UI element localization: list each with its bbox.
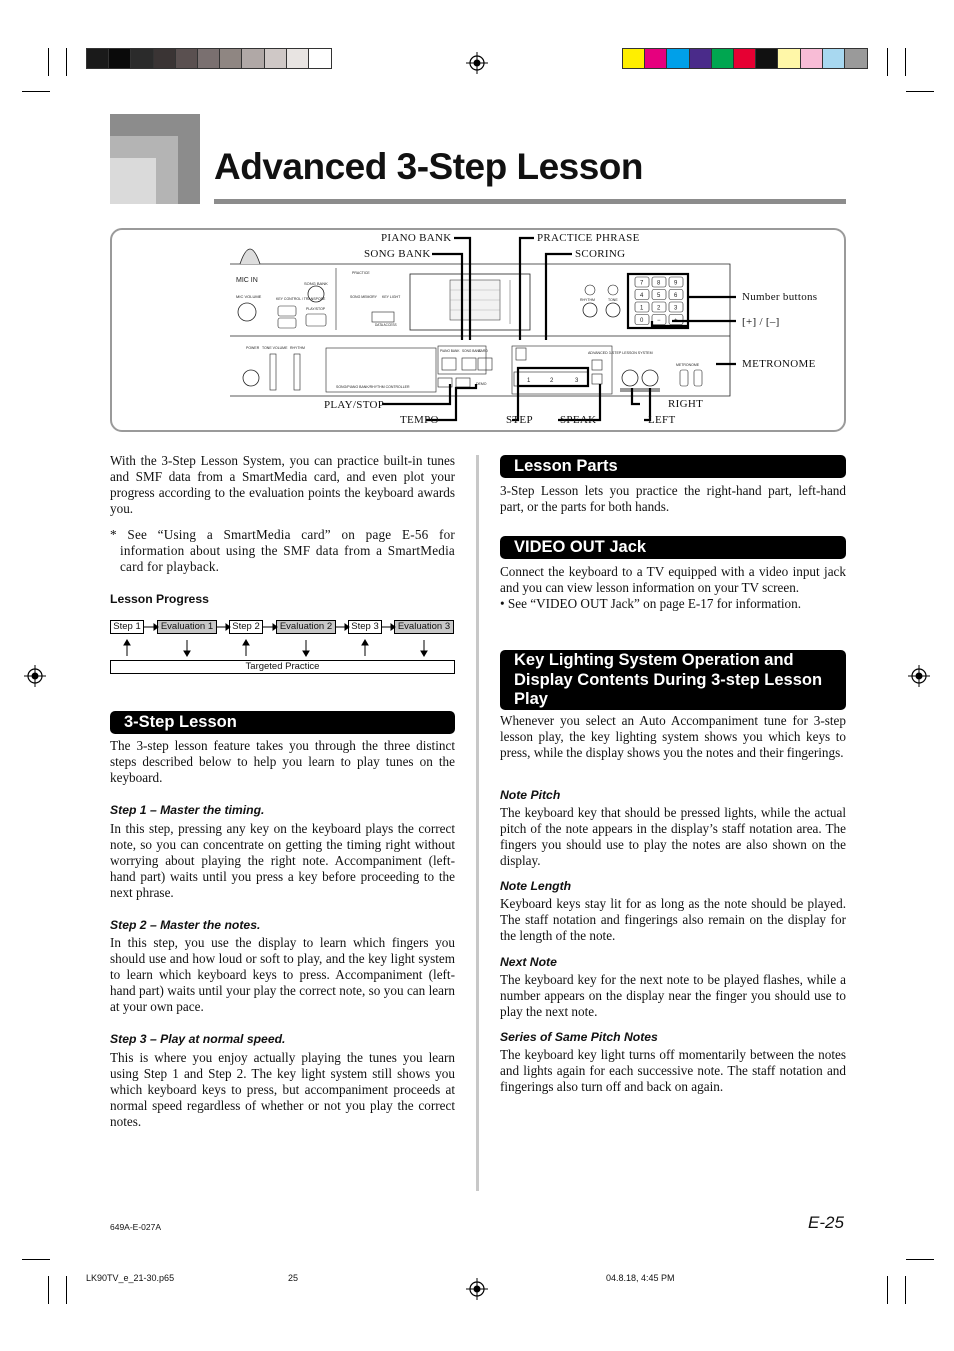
lesson-progress-heading: Lesson Progress — [110, 592, 209, 606]
callout-step: STEP — [506, 414, 533, 426]
progress-arrows — [110, 620, 455, 662]
step-2-text: In this step, you use the display to learn which fingers you should use and how loud or soft to play, and the key light system to learn which keyboard keys to press. Accompaniment (left-hand part) waits until your play the correct note, so you can learn at your own pace. — [110, 935, 455, 1014]
gray-swatch — [176, 49, 198, 68]
callout-song-bank: SONG BANK — [364, 248, 431, 260]
svg-text:DATA ACCESS: DATA ACCESS — [375, 323, 397, 327]
keypad-key-label: 0 — [640, 318, 644, 324]
next-note-text: The keyboard key for the next note to be played flashes, while a number appears on the display near the finger you should use to play the next note. — [500, 972, 846, 1019]
video-out-text: Connect the keyboard to a TV equipped with a video input jack and you can view lesson information on your TV screen. • See “VIDEO OUT Jack” on page E-17 for information. — [500, 564, 846, 611]
color-swatch — [690, 49, 712, 68]
gray-swatch — [131, 49, 153, 68]
color-swatch — [645, 49, 667, 68]
svg-text:SONG BANK: SONG BANK — [304, 281, 328, 286]
progress-step-2: Step 2 — [229, 620, 263, 634]
color-swatch — [623, 49, 645, 68]
key-lighting-intro: Whenever you select an Auto Accompaniment tune for 3-step lesson play, the key lighting system shows you which keys to press, while the display shows you the notes and their fingerings. — [500, 713, 846, 760]
slug-filename: LK90TV_e_21-30.p65 — [86, 1273, 175, 1283]
gray-swatch — [87, 49, 109, 68]
column-divider — [476, 455, 479, 1191]
step-3-text: This is where you enjoy actually playing the tunes you learn using Step 1 and Step 2. The key light system still shows you which keyboard keys to press, but accompaniment proceeds at normal speed regardless of whether or not you play the correct notes. — [110, 1050, 455, 1129]
color-swatch — [712, 49, 734, 68]
callout-scoring: SCORING — [575, 248, 626, 260]
page-title: Advanced 3-Step Lesson — [214, 146, 644, 187]
registration-mark-icon — [466, 52, 488, 74]
svg-text:1: 1 — [527, 378, 531, 384]
keypad-key-label: − — [657, 318, 661, 324]
gray-swatch — [287, 49, 309, 68]
svg-text:PIANO BANK: PIANO BANK — [440, 349, 460, 353]
crop-mark — [905, 48, 906, 76]
callout-right: RIGHT — [668, 398, 704, 410]
callout-play-stop: PLAY/STOP — [324, 399, 385, 411]
svg-text:ADVANCED 3-STEP LESSON SYSTEM: ADVANCED 3-STEP LESSON SYSTEM — [588, 351, 653, 355]
same-pitch-text: The keyboard key light turns off momentarily between the notes and lights again for each successive note. The staff notation and fingerings also turn off and back on again. — [500, 1047, 846, 1094]
svg-text:RHYTHM: RHYTHM — [290, 346, 305, 350]
crop-mark — [22, 91, 50, 92]
svg-text:KEY CONTROL / TRANSPOSE: KEY CONTROL / TRANSPOSE — [276, 297, 326, 301]
keypad-key-label: 1 — [640, 305, 644, 312]
color-swatch — [801, 49, 823, 68]
progress-step-1: Step 1 — [110, 620, 144, 634]
page-number: E-25 — [808, 1213, 844, 1232]
next-note-heading: Next Note — [500, 955, 557, 969]
progress-step-3: Step 3 — [348, 620, 382, 634]
progress-evaluation-1: Evaluation 1 — [157, 620, 217, 634]
color-swatch — [845, 49, 867, 68]
gray-swatch — [198, 49, 220, 68]
svg-text:2: 2 — [550, 378, 554, 384]
callout-number-buttons: Number buttons — [742, 291, 818, 303]
svg-text:PRACTICE: PRACTICE — [352, 271, 370, 275]
svg-text:SONG/PIANO BANK/RHYTHM CONTROL: SONG/PIANO BANK/RHYTHM CONTROLLER — [336, 385, 410, 389]
color-swatch — [778, 49, 800, 68]
step-1-text: In this step, pressing any key on the keyboard plays the correct note, so you can concentrate on getting the timing right without worrying about playing the right note. Accompaniment (left-hand part) waits until you press a key before proceeding to the next phrase. — [110, 821, 455, 900]
svg-text:METRONOME: METRONOME — [676, 363, 700, 367]
gray-swatch — [309, 49, 331, 68]
slug-page: 25 — [288, 1273, 299, 1283]
crop-mark — [66, 1276, 67, 1304]
gray-swatch — [220, 49, 242, 68]
svg-text:POWER: POWER — [246, 346, 260, 350]
gray-swatch — [242, 49, 264, 68]
doc-code: 649A-E-027A — [110, 1222, 162, 1232]
section-heading-3-step-lesson: 3-Step Lesson — [110, 711, 455, 734]
svg-text:MIC VOLUME: MIC VOLUME — [236, 294, 262, 299]
intro-paragraph: With the 3-Step Lesson System, you can practice built-in tunes and SMF data from a SmartMedia card, and even plot your progress according to the evaluation points the keyboard awards you. — [110, 453, 455, 516]
title-rule — [214, 199, 846, 204]
color-swatch — [823, 49, 845, 68]
svg-text:MIC IN: MIC IN — [236, 277, 258, 284]
callout-practice-phrase: PRACTICE PHRASE — [537, 232, 640, 244]
step-3-heading: Step 3 – Play at normal speed. — [110, 1032, 286, 1046]
crop-mark — [906, 1259, 934, 1260]
section-heading-video-out: VIDEO OUT Jack — [500, 536, 846, 559]
svg-text:DEMO: DEMO — [476, 382, 487, 386]
registration-mark-icon — [908, 665, 930, 687]
progress-evaluation-2: Evaluation 2 — [276, 620, 336, 634]
svg-text:TONE: TONE — [608, 298, 618, 302]
crop-mark — [22, 1259, 50, 1260]
callout-left: LEFT — [648, 414, 676, 426]
callout-metronome: METRONOME — [742, 358, 816, 370]
targeted-practice-box: Targeted Practice — [110, 660, 455, 674]
keypad-key-label: 5 — [657, 293, 661, 299]
callout-speak: SPEAK — [560, 414, 597, 426]
crop-mark — [906, 91, 934, 92]
keypad-key-label: 7 — [640, 280, 644, 287]
note-pitch-text: The keyboard key that should be pressed lights, while the actual pitch of the note appears in the display’s staff notation area. The fingers you should use to play the notes are also shown on the display. — [500, 805, 846, 868]
gray-swatch — [265, 49, 287, 68]
crop-mark — [887, 1276, 888, 1304]
step-1-heading: Step 1 – Master the timing. — [110, 803, 265, 817]
keypad-key-label: 9 — [674, 280, 678, 287]
keypad-key-label: 8 — [657, 280, 661, 287]
callout-tempo: TEMPO — [400, 414, 439, 426]
color-calibration-bar — [622, 48, 868, 69]
color-swatch — [756, 49, 778, 68]
note-length-text: Keyboard keys stay lit for as long as the note should be played. The staff notation and fingerings also remain on the display for the length of the note. — [500, 896, 846, 943]
svg-text:TONE VOLUME: TONE VOLUME — [262, 346, 288, 350]
color-swatch — [734, 49, 756, 68]
svg-text:RHYTHM: RHYTHM — [580, 298, 595, 302]
section-heading-key-lighting: Key Lighting System Operation and Display Contents During 3-step Lesson Play — [500, 650, 846, 710]
step-2-heading: Step 2 – Master the notes. — [110, 918, 261, 932]
svg-text:CARD: CARD — [478, 349, 488, 353]
title-decoration — [110, 114, 200, 204]
keyboard-panel-illustration — [110, 228, 846, 432]
callout-piano-bank: PIANO BANK — [381, 232, 452, 244]
crop-mark — [66, 48, 67, 76]
crop-mark — [905, 1276, 906, 1304]
keypad-key-label: 4 — [640, 293, 644, 299]
color-swatch — [667, 49, 689, 68]
lesson-parts-text: 3-Step Lesson lets you practice the right-hand part, left-hand part, or the parts for both hands. — [500, 483, 846, 514]
gray-swatch — [109, 49, 131, 68]
slug-date: 04.8.18, 4:45 PM — [606, 1273, 675, 1283]
grayscale-calibration-bar — [86, 48, 332, 69]
section-heading-lesson-parts: Lesson Parts — [500, 455, 846, 478]
progress-evaluation-3: Evaluation 3 — [394, 620, 454, 634]
keypad-key-label: 3 — [674, 305, 678, 312]
keypad-key-label: + — [674, 318, 678, 324]
crop-mark — [48, 48, 49, 76]
svg-text:SONG MEMORY: SONG MEMORY — [350, 295, 377, 299]
svg-text:3: 3 — [575, 378, 579, 384]
keypad-key-label: 6 — [674, 293, 678, 299]
note-pitch-heading: Note Pitch — [500, 788, 561, 802]
smartmedia-note: * See “Using a SmartMedia card” on page E-56 for information about using the SMF data from a SmartMedia card for playback. — [110, 527, 455, 574]
same-pitch-heading: Series of Same Pitch Notes — [500, 1030, 658, 1044]
svg-text:KEY LIGHT: KEY LIGHT — [382, 295, 401, 299]
gray-swatch — [154, 49, 176, 68]
registration-mark-icon — [466, 1278, 488, 1300]
step-lesson-intro: The 3-step lesson feature takes you through the three distinct steps described below to help you learn to play tunes on the keyboard. — [110, 738, 455, 785]
svg-text:SONG BANK: SONG BANK — [462, 349, 481, 353]
note-length-heading: Note Length — [500, 879, 572, 893]
callout-plus-minus: [+] / [–] — [742, 316, 780, 328]
crop-mark — [48, 1276, 49, 1304]
keypad-key-label: 2 — [657, 305, 661, 312]
crop-mark — [887, 48, 888, 76]
svg-text:PLAY/STOP: PLAY/STOP — [306, 307, 326, 311]
registration-mark-icon — [24, 665, 46, 687]
